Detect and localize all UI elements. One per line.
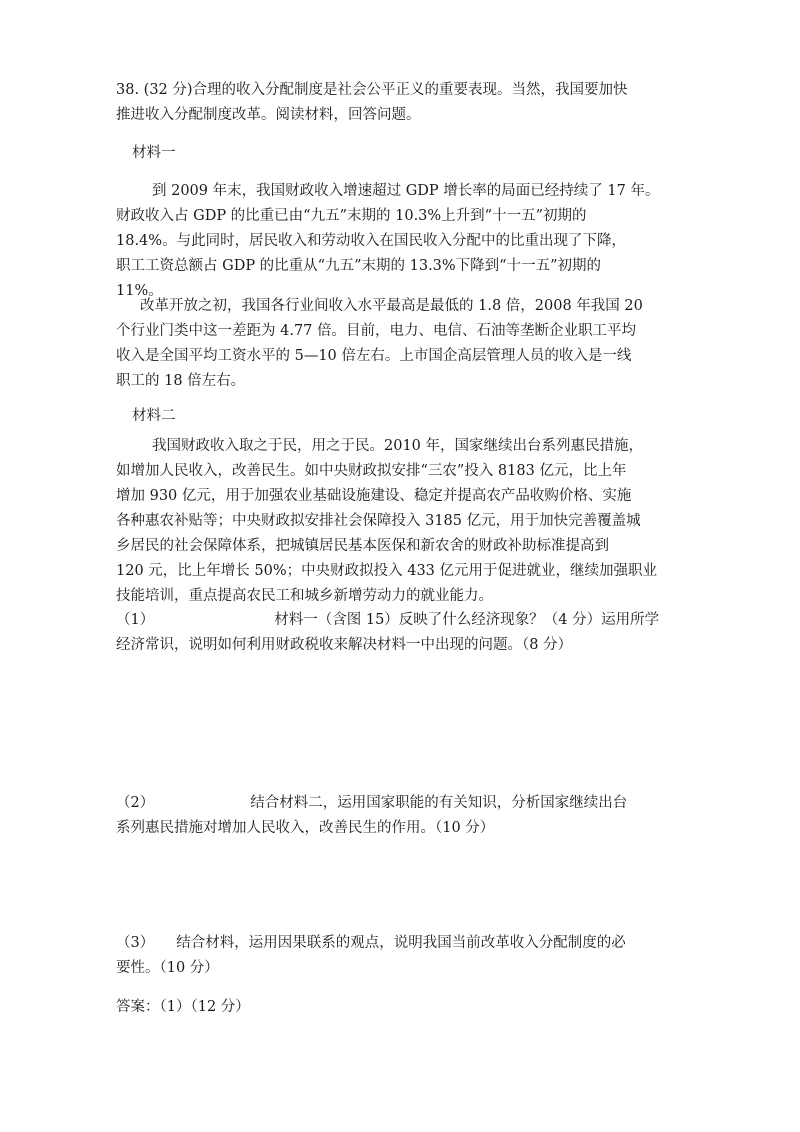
sub-question-number: （3）	[116, 935, 155, 951]
paragraph-line: 我国财政收入取之于民，用之于民。2010 年，国家继续出台系列惠民措施，	[152, 438, 644, 454]
paragraph-line: 如增加人民收入，改善民生。如中央财政拟安排“三农”投入 8183 亿元，比上年	[116, 463, 627, 479]
sub-question-text: 系列惠民措施对增加人民收入，改善民生的作用。（10 分）	[116, 820, 495, 836]
sub-question-text: 结合材料，运用因果联系的观点，说明我国当前改革收入分配制度的必	[176, 935, 626, 951]
paragraph-line: 18.4%。与此同时，居民收入和劳动收入在国民收入分配中的比重出现了下降，	[116, 233, 627, 249]
paragraph-line: 120 元，比上年增长 50%；中央财政拟投入 433 亿元用于促进就业，继续加强职业	[116, 563, 658, 579]
sub-question-number: （2）	[116, 795, 155, 811]
paragraph-line: 收入是全国平均工资水平的 5—10 倍左右。上市国企高层管理人员的收入是一线	[116, 348, 632, 364]
material2-heading: 材料二	[132, 408, 176, 424]
paragraph-line: 到 2009 年末，我国财政收入增速超过 GDP 增长率的局面已经持续了 17 年。	[152, 183, 660, 199]
paragraph-line: 11%。	[116, 283, 163, 299]
material2-paragraph	[116, 434, 688, 609]
paragraph-line: 各种惠农补贴等；中央财政拟安排社会保障投入 3185 亿元，用于加快完善覆盖城	[116, 513, 641, 529]
paragraph-line: 技能培训，重点提高农民工和城乡新增劳动力的就业能力。	[116, 588, 493, 604]
answer-label: 答案：（1）（12 分）	[116, 999, 250, 1015]
sub-question-1	[116, 608, 688, 658]
paragraph-line: 增加 930 亿元，用于加强农业基础设施建设、稳定并提高农产品收购价格、实施	[116, 488, 632, 504]
material1-paragraph-2	[116, 294, 688, 394]
material1-heading: 材料一	[132, 145, 176, 161]
material1-paragraph-1	[116, 179, 688, 304]
sub-question-number: （1）	[116, 612, 155, 628]
paragraph-line: 个行业门类中这一差距为 4.77 倍。目前，电力、电信、石油等垄断企业职工平均	[116, 323, 637, 339]
sub-question-2	[116, 791, 688, 841]
question-stem-line-1: 38. (32 分)合理的收入分配制度是社会公平正义的重要表现。当然，我国要加快	[116, 82, 628, 98]
paragraph-line: 改革开放之初，我国各行业间收入水平最高是最低的 1.8 倍，2008 年我国 20	[140, 298, 643, 314]
paragraph-line: 财政收入占 GDP 的比重已由“九五”末期的 10.3%上升到“十一五”初期的	[116, 208, 587, 224]
sub-question-text: 经济常识，说明如何利用财政税收来解决材料一中出现的问题。（8 分）	[116, 637, 573, 653]
paragraph-line: 职工工资总额占 GDP 的比重从“九五”末期的 13.3%下降到“十一五”初期的	[116, 258, 602, 274]
paragraph-line: 职工的 18 倍左右。	[116, 373, 246, 389]
question-stem-line-2: 推进收入分配制度改革。阅读材料，回答问题。	[116, 107, 421, 123]
question-stem	[116, 78, 688, 128]
sub-question-3	[116, 931, 688, 981]
sub-question-text: 要性。（10 分）	[116, 960, 219, 976]
sub-question-text: 结合材料二，运用国家职能的有关知识，分析国家继续出台	[250, 795, 628, 811]
sub-question-text: 材料一（含图 15）反映了什么经济现象？（4 分）运用所学	[274, 612, 660, 628]
paragraph-line: 乡居民的社会保障体系，把城镇居民基本医保和新农舍的财政补助标准提高到	[116, 538, 609, 554]
